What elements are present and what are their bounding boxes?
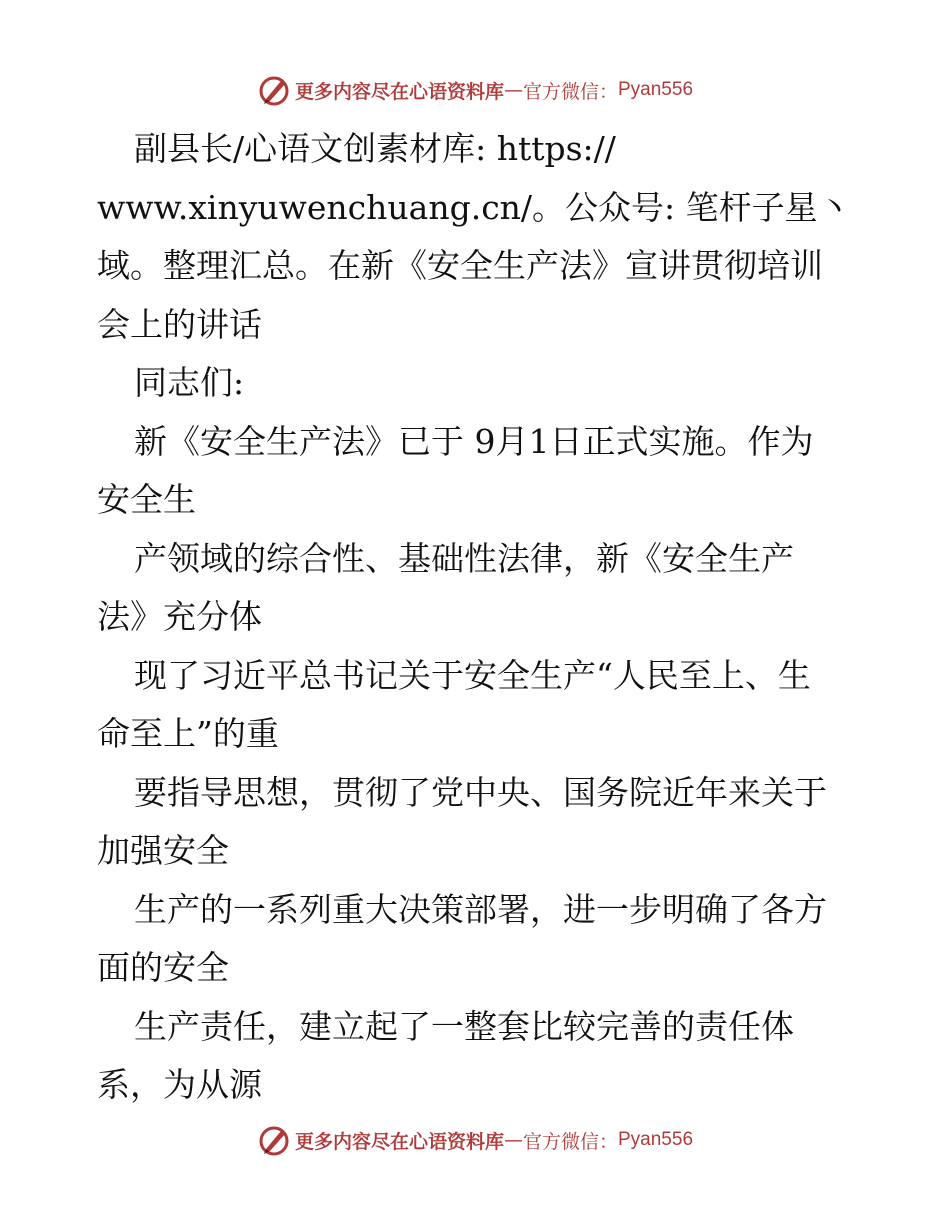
watermark-dash: —: [503, 1129, 523, 1151]
text-line: 系，为从源: [97, 1065, 262, 1104]
header-watermark: [0, 70, 950, 110]
text-line: 新《安全生产法》已于 9月1日正式实施。作为: [134, 421, 814, 461]
watermark-dash: —: [503, 79, 523, 101]
text-line: 安全生: [97, 480, 196, 519]
text-line: 命至上”的重: [97, 714, 279, 753]
footer-watermark: [0, 1120, 950, 1160]
text-line: 法》充分体: [97, 597, 262, 636]
watermark-text: 更多内容尽在心语资料库: [294, 80, 504, 103]
text-line: 生产的一系列重大决策部署，进一步明确了各方: [134, 889, 827, 929]
watermark-wechat-label: 官方微信：: [522, 80, 618, 103]
watermark-wechat-id: Pyan556: [618, 79, 694, 100]
watermark-wechat-id: Pyan556: [618, 1129, 694, 1150]
document-body: [97, 120, 857, 1115]
watermark-wechat-label: 官方微信：: [522, 1130, 618, 1153]
text-line: 副县长/心语文创素材库: https://: [134, 129, 616, 168]
text-line: 面的安全: [97, 948, 229, 987]
text-line: 加强安全: [97, 831, 229, 870]
text-line: 域。整理汇总。在新《安全生产法》宣讲贯彻培训: [97, 246, 823, 285]
text-line: 产领域的综合性、基础性法律，新《安全生产: [134, 538, 794, 578]
text-line: 会上的讲话: [97, 304, 262, 344]
text-line: 现了习近平总书记关于安全生产“人民至上、生: [134, 655, 811, 695]
pen-logo-icon: [257, 1123, 291, 1157]
text-line: 要指导思想，贯彻了党中央、国务院近年来关于: [134, 772, 827, 812]
watermark-text: 更多内容尽在心语资料库: [294, 1130, 504, 1153]
text-line: www.xinyuwenchuang.cn/。公众号: 笔杆子星丶: [97, 187, 851, 227]
pen-logo-icon: [257, 73, 291, 107]
text-line: 生产责任，建立起了一整套比较完善的责任体: [134, 1006, 794, 1046]
salutation: 同志们:: [134, 363, 245, 402]
